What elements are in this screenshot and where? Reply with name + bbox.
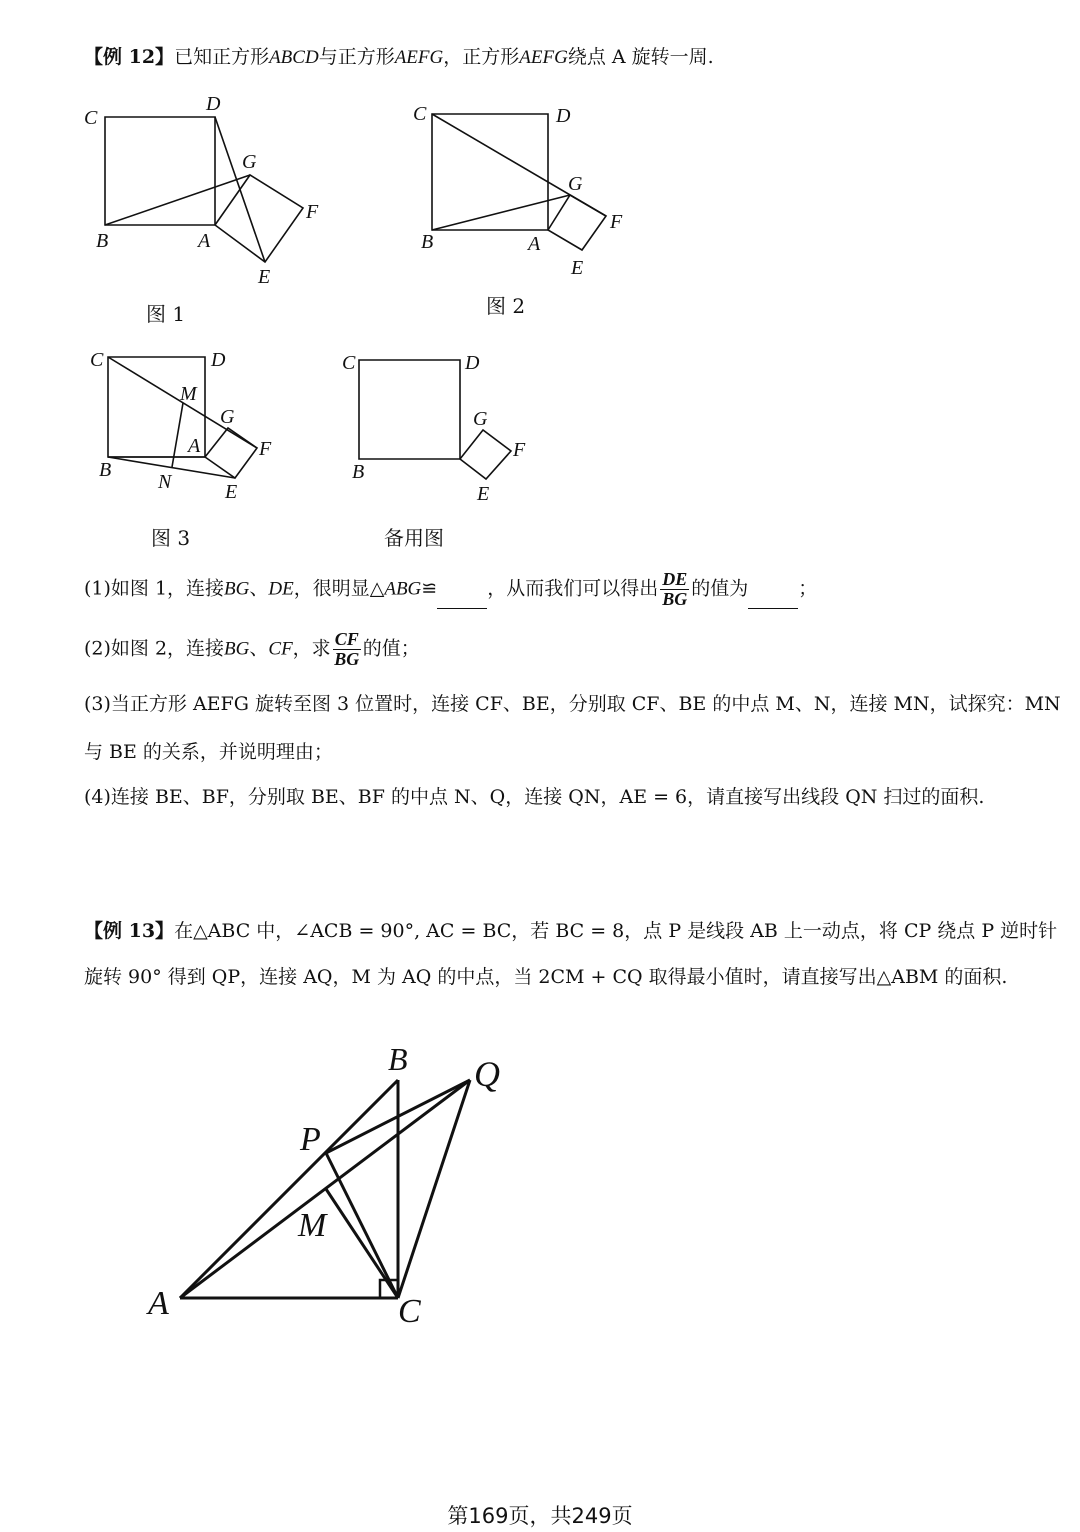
label-c: C [398, 1293, 421, 1330]
spare-figure-caption: 备用图 [384, 526, 444, 550]
fig1-caption: 图 1 [146, 302, 186, 326]
ex13-line-2: 旋转 90° 得到 QP，连接 AQ，M 为 AQ 的中点，当 2CM + CQ 取得最小值时，请直接写出△ABM 的面积. [84, 966, 1008, 988]
ex12-label: 【例 12】 [84, 46, 175, 68]
label-d: D [556, 105, 571, 127]
label-g: G [568, 173, 583, 195]
label-f: F [306, 201, 319, 223]
segment-mc [326, 1189, 398, 1298]
label-p: P [300, 1121, 321, 1158]
ex12-statement: 【例 12】已知正方形ABCD与正方形AEFG，正方形AEFG绕点 A 旋转一周. [84, 46, 714, 68]
label-g: G [242, 151, 257, 173]
label-a: A [148, 1285, 169, 1322]
label-b: B [388, 1041, 408, 1077]
question-3-line-1: (3)当正方形 AEFG 旋转至图 3 位置时，连接 CF、BE，分别取 CF、BE 的中点 M、N，连接 MN，试探究：MN [84, 693, 1061, 715]
label-d: D [206, 93, 221, 115]
segment-ab [180, 1080, 398, 1298]
segment-aq [180, 1080, 470, 1298]
segment-pc [326, 1153, 398, 1298]
ex13-line-1: 【例 13】在△ABC 中，∠ACB = 90°, AC = BC，若 BC = 8，点 P 是线段 AB 上一动点，将 CP 绕点 P 逆时针 [84, 920, 1058, 942]
label-d: D [465, 352, 480, 374]
label-c: C [84, 107, 98, 129]
label-m: M [180, 383, 197, 405]
label-b: B [96, 230, 109, 252]
fraction-de-bg: $\frac{DE}{BG}$ [662, 569, 688, 609]
fig2-caption: 图 2 [486, 294, 526, 318]
label-g: G [220, 406, 235, 428]
label-b: B [99, 459, 112, 481]
label-f: F [259, 438, 272, 460]
question-2: (2)如图 2，连接BG、CF，求 $\frac{CF}{BG}$ 的值； [84, 629, 420, 669]
label-m: M [298, 1207, 327, 1244]
label-c: C [413, 103, 427, 125]
label-b: B [352, 461, 365, 483]
label-c: C [342, 352, 356, 374]
page-footer: 第169页，共249页 [447, 1504, 633, 1528]
label-g: G [473, 408, 488, 430]
label-e: E [258, 266, 271, 288]
label-b: B [421, 231, 434, 253]
label-e: E [225, 481, 238, 503]
question-4: (4)连接 BE、BF，分别取 BE、BF 的中点 N、Q，连接 QN，AE = 6，请直接写出线段 QN 扫过的面积. [84, 786, 985, 808]
label-f: F [610, 211, 623, 233]
question-1: (1)如图 1，连接BG、DE，很明显△ABG≌ ，从而我们可以得出 $\frac{DE}{BG}$ 的值为 ； [84, 569, 818, 609]
label-f: F [513, 439, 526, 461]
label-n: N [158, 471, 172, 493]
label-d: D [211, 349, 226, 371]
label-q: Q [474, 1054, 500, 1094]
label-a: A [198, 230, 211, 252]
ex13-label: 【例 13】 [84, 920, 175, 942]
label-e: E [571, 257, 584, 279]
label-e: E [477, 483, 490, 505]
fig3-caption: 图 3 [151, 526, 191, 550]
label-a: A [188, 435, 201, 457]
question-3-line-2: 与 BE 的关系，并说明理由； [84, 741, 333, 763]
label-a: A [528, 233, 541, 255]
label-c: C [90, 349, 104, 371]
fraction-cf-bg: $\frac{CF}{BG}$ [334, 629, 360, 669]
